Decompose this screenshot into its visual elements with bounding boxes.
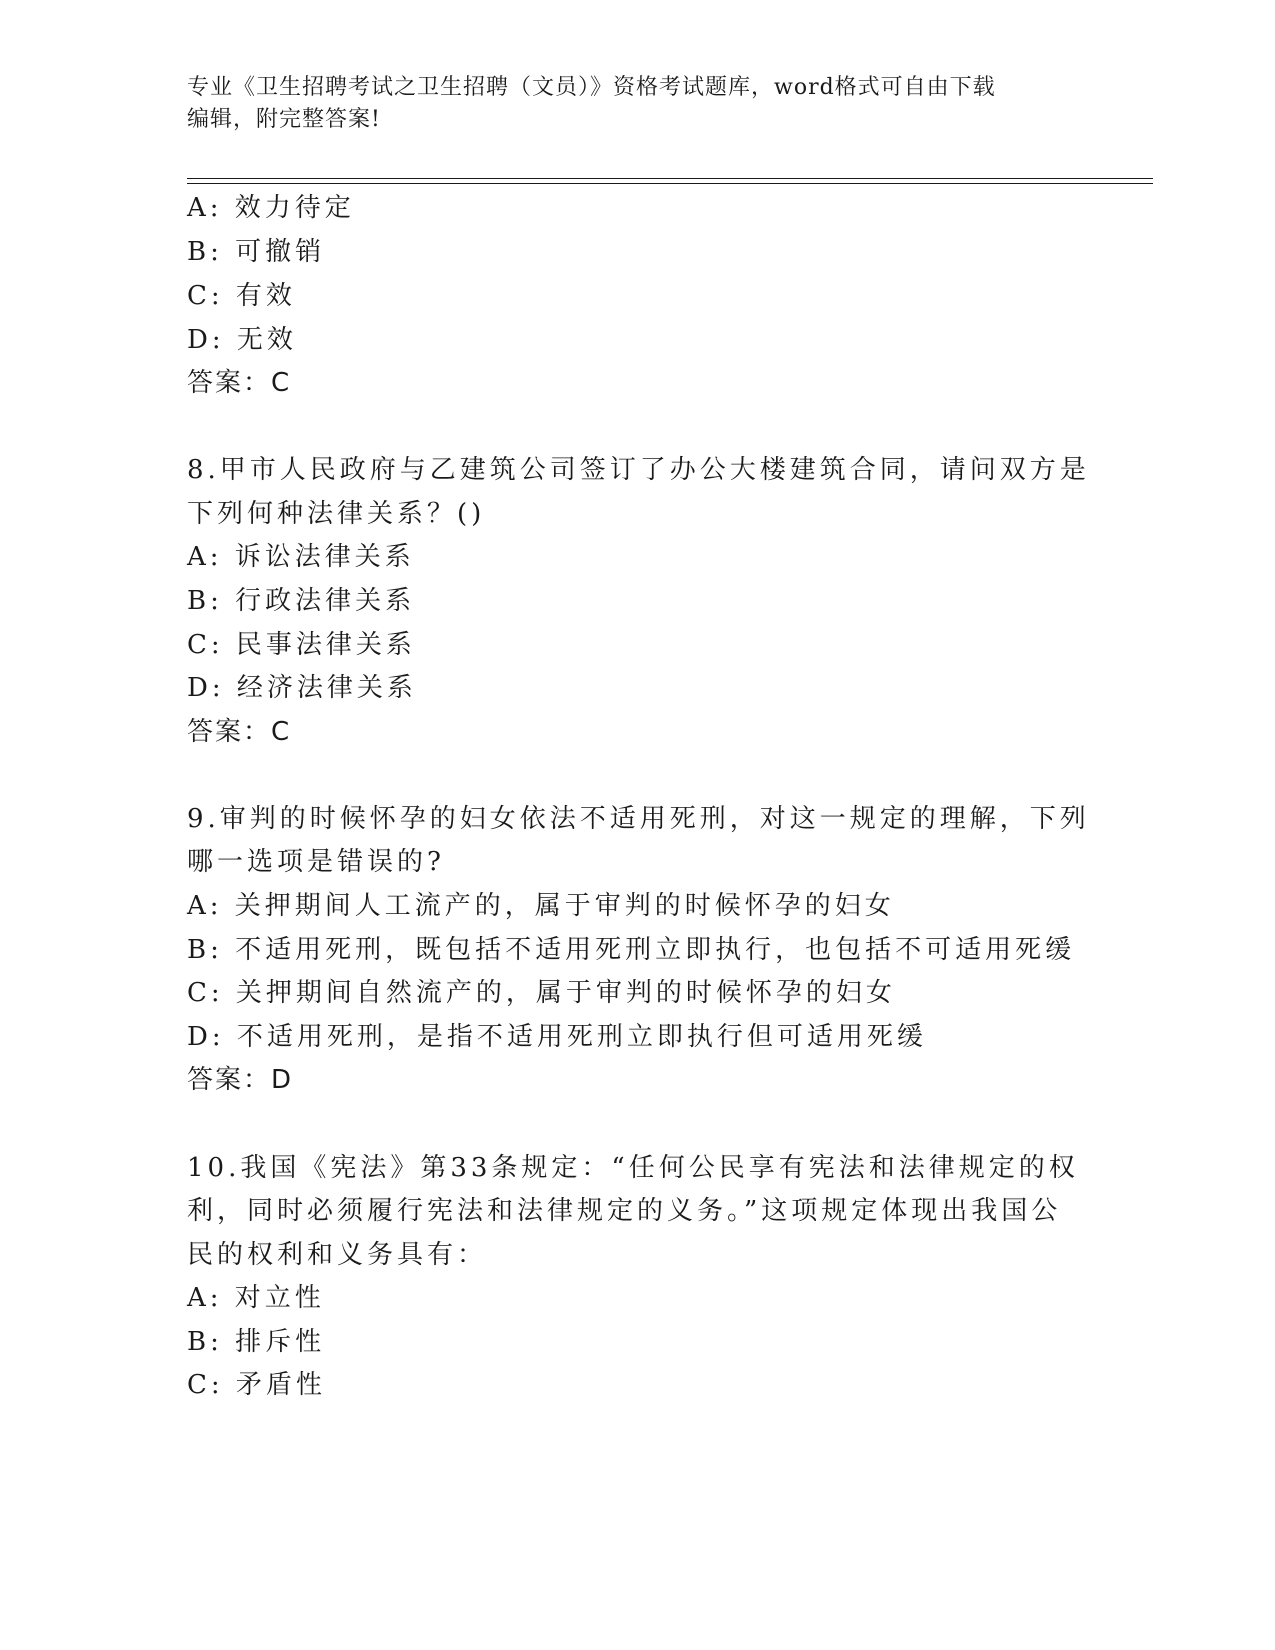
q9-answer: 答案：D (187, 1065, 294, 1095)
q8-option-b: B: 行政法律关系 (187, 586, 416, 616)
q8-option-d: D: 经济法律关系 (187, 673, 417, 703)
q8-option-c: C: 民事法律关系 (187, 630, 416, 660)
q10-stem-line-3: 民的权利和义务具有： (187, 1240, 488, 1270)
q9-stem-line-2: 哪一选项是错误的? (187, 847, 445, 877)
q9-option-c: C: 关押期间自然流产的，属于审判的时候怀孕的妇女 (187, 978, 896, 1008)
q10-option-c: C: 矛盾性 (187, 1370, 326, 1400)
q9-stem-line-1: 9.审判的时候怀孕的妇女依法不适用死刑，对这一规定的理解，下列 (187, 804, 1090, 834)
q7-answer: 答案：C (187, 368, 292, 398)
header-rule-top (187, 178, 1153, 179)
q9-option-b: B: 不适用死刑，既包括不适用死刑立即执行，也包括不可适用死缓 (187, 935, 1076, 965)
q8-answer: 答案：C (187, 717, 292, 747)
q8-stem-line-2: 下列何种法律关系？() (187, 499, 486, 529)
q7-option-b: B: 可撤销 (187, 237, 326, 267)
q10-option-b: B: 排斥性 (187, 1327, 326, 1357)
q10-stem-line-1: 10.我国《宪法》第33条规定：“任何公民享有宪法和法律规定的权 (187, 1153, 1079, 1183)
document-header (187, 72, 1067, 136)
q9-option-a: A: 关押期间人工流产的，属于审判的时候怀孕的妇女 (187, 891, 895, 921)
q7-option-c: C: 有效 (187, 281, 296, 311)
q9-option-d: D: 不适用死刑，是指不适用死刑立即执行但可适用死缓 (187, 1022, 927, 1052)
q7-option-a: A: 效力待定 (187, 193, 355, 223)
q8-stem-line-1: 8.甲市人民政府与乙建筑公司签订了办公大楼建筑合同，请问双方是 (187, 455, 1090, 485)
q8-option-a: A: 诉讼法律关系 (187, 542, 415, 572)
header-line-2: 编辑，附完整答案! (187, 107, 381, 132)
header-rule-bottom (187, 183, 1153, 184)
header-line-1: 专业《卫生招聘考试之卫生招聘（文员）》资格考试题库，word格式可自由下载 (187, 75, 996, 100)
q10-stem-line-2: 利，同时必须履行宪法和法律规定的义务。”这项规定体现出我国公 (187, 1196, 1062, 1226)
q7-option-d: D: 无效 (187, 325, 297, 355)
q10-option-a: A: 对立性 (187, 1283, 325, 1313)
